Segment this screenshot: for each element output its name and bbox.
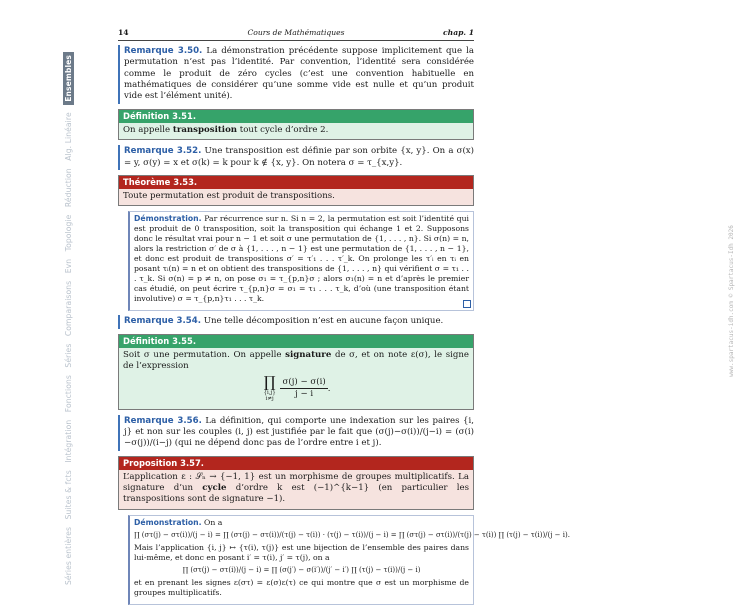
theorem-body: Toute permutation est produit de transpositions.	[119, 189, 473, 205]
proof-3-57	[128, 515, 570, 605]
proof-3-53	[128, 211, 474, 311]
document-page	[118, 26, 570, 609]
definition-3-55	[118, 334, 474, 410]
sidebar-item[interactable]: Comparaisons	[64, 280, 73, 337]
definition-text: tout cycle d’ordre 2.	[239, 124, 329, 135]
product-index: {i,j}	[263, 390, 276, 397]
equation-2: ∏ (στ(j) − στ(i))/(j − i) = ∏ (σ(j′) − σ(i′))/(j′ − i′) ∏ (τ(j) − τ(i))/(j − i)	[182, 565, 421, 574]
page-number: 14	[118, 28, 129, 37]
definition-text: de σ, et on note ε(σ), le signe de l’expression	[123, 349, 470, 372]
definition-term: transposition	[172, 124, 238, 135]
remark-3-52	[118, 145, 474, 170]
proposition-text: d’ordre k est (−1)^{k−1} (en particulier les transpositions sont de signature −1).	[123, 482, 469, 505]
definition-text: Soit σ une permutation. On appelle	[123, 349, 282, 360]
remark-text: Une transposition est définie par son orbite {x, y}. On a σ(x) = y, σ(y) = x et σ(k) = k pour k ∉ {x, y}. On notera σ = τ_{x,y}.	[124, 146, 475, 168]
sidebar-item-active[interactable]: Ensembles	[63, 52, 74, 105]
qed-icon	[463, 300, 471, 308]
remark-label: Remarque 3.54.	[124, 316, 201, 327]
definition-3-51	[118, 109, 474, 140]
sidebar-item[interactable]: Topologie	[64, 214, 73, 252]
remark-3-56	[118, 415, 474, 451]
course-title: Cours de Mathématiques	[247, 28, 345, 37]
definition-title: Définition 3.51.	[119, 110, 473, 123]
sidebar-item[interactable]: Intégration	[64, 419, 73, 463]
definition-term: signature	[285, 349, 332, 360]
proposition-3-57	[118, 456, 474, 510]
product-symbol: ∏ {i,j} i≠j	[263, 373, 276, 403]
theorem-title: Théorème 3.53.	[119, 176, 473, 189]
equation-1: ∏ (στ(j) − στ(i))/(j − i) = ∏ (στ(j) − στ(i))/(τ(j) − τ(i)) · (τ(j) − τ(i))/(j − i) = ∏ (στ(j) − στ(i))/(τ(j) − τ(i)) ∏ (τ(j) − τ(i))/(j − i).	[134, 530, 570, 539]
denominator: j − i	[295, 389, 314, 400]
definition-body	[119, 123, 473, 139]
watermark: www.spartacus-idh.com © Spartacus-Idh 2026	[728, 225, 735, 377]
proof-text: Mais l’application {i, j} ↦ {τ(i), τ(j)} est une bijection de l’ensemble des paires dans lui-même, et donc en posant i′ = τ(i), j′ = τ(j), on a	[134, 542, 469, 562]
definition-title: Définition 3.55.	[119, 335, 473, 348]
sidebar-item[interactable]: Alg. Linéaire	[64, 112, 73, 161]
proof-label: Démonstration.	[134, 517, 202, 527]
definition-text: On appelle	[123, 124, 171, 135]
sidebar-item[interactable]: Suites & fcts	[64, 470, 73, 520]
remark-3-50	[118, 45, 474, 104]
proposition-body	[119, 470, 473, 509]
remark-text: Une telle décomposition n’est en aucune façon unique.	[203, 316, 444, 327]
remark-label: Remarque 3.50.	[124, 46, 203, 56]
proof-label: Démonstration.	[134, 214, 202, 224]
theorem-3-53	[118, 175, 474, 206]
proof-text: et en prenant les signes ε(στ) = ε(σ)ε(τ) ce qui montre que σ est un morphisme de groupes multiplicatifs.	[134, 577, 469, 597]
chapter-label: chap. 1	[443, 28, 474, 37]
product-condition: i≠j	[265, 396, 274, 403]
remark-text: La définition, qui comporte une indexation sur les paires {i, j} et non sur les couples (i, j) est justifiée par le fait que (σ(j)−σ(i))/(j−i) = (σ(i)−σ(j))/(i−j) (qui ne dépend donc pas de l’ordre entre i et j).	[124, 415, 475, 449]
proposition-title: Proposition 3.57.	[119, 457, 473, 470]
fraction	[280, 377, 327, 401]
sidebar-item[interactable]: Fonctions	[64, 375, 73, 413]
sidebar-item[interactable]: Evn	[64, 258, 73, 274]
sidebar-item[interactable]: Réduction	[64, 168, 73, 208]
signature-formula: ∏ {i,j} i≠j $\frac{\sigma(j) - \sigma(i)}{j - i}$ .	[263, 373, 331, 403]
sidebar-item[interactable]: Séries entières	[64, 526, 73, 585]
page-header	[118, 26, 474, 41]
proof-text: Par récurrence sur n. Si n = 2, la permutation est soit l’identité qui est produit de 0 transposition, soit la transposition qui échange 1 et 2. Supposons donc le résultat vrai pour n − 1 et soit σ une permutation de {1, . . . , n}. Si σ(n) = n, alors la restriction σ′ de σ à {1, . . . , n − 1} est une permutation de {1, . . . , n − 1}, et donc est produit de transpositions σ′ = τ′₁ . . . τ′_k. On prolonge les τ′ᵢ en τᵢ en posant τᵢ(n) = n et on obtient des transpositions de {1, . . . , n} qui vérifient σ = τ₁ . . . τ_k. Si σ(n) = p ≠ n, on pose σ₁ = τ_{p,n}σ ; alors σ₁(n) = n et d’après le premier cas étudié, on peut écrire τ_{p,n}σ = σ₁ = τ₁ . . . τ_k, d’où (une transposition étant involutive) σ = τ_{p,n}τ₁ . . . τ_k.	[134, 214, 469, 304]
proposition-text: L’application ε : 𝒮ₙ → {−1, 1} est un morphisme de groupes multiplicatifs. La signature d’un	[123, 471, 469, 493]
remark-label: Remarque 3.52.	[124, 146, 202, 157]
sidebar-item[interactable]: Séries	[64, 343, 73, 368]
proposition-term: cycle	[202, 482, 227, 493]
proof-text: On a	[204, 517, 223, 527]
remark-text: La démonstration précédente suppose implicitement que la permutation n’est pas l’identité. Par convention, l’identité sera considérée comme le produit de zéro cycles (c’est une convention habituelle en mathématiques de considérer qu’une somme vide est nulle et qu’un produit vide est l’élément unité).	[124, 46, 474, 102]
remark-label: Remarque 3.56.	[124, 415, 202, 426]
chapter-sidebar	[64, 54, 78, 590]
sidebar-nav	[64, 54, 78, 590]
remark-3-54	[118, 315, 474, 328]
definition-body	[119, 348, 473, 409]
numerator: σ(j) − σ(i)	[280, 377, 327, 389]
